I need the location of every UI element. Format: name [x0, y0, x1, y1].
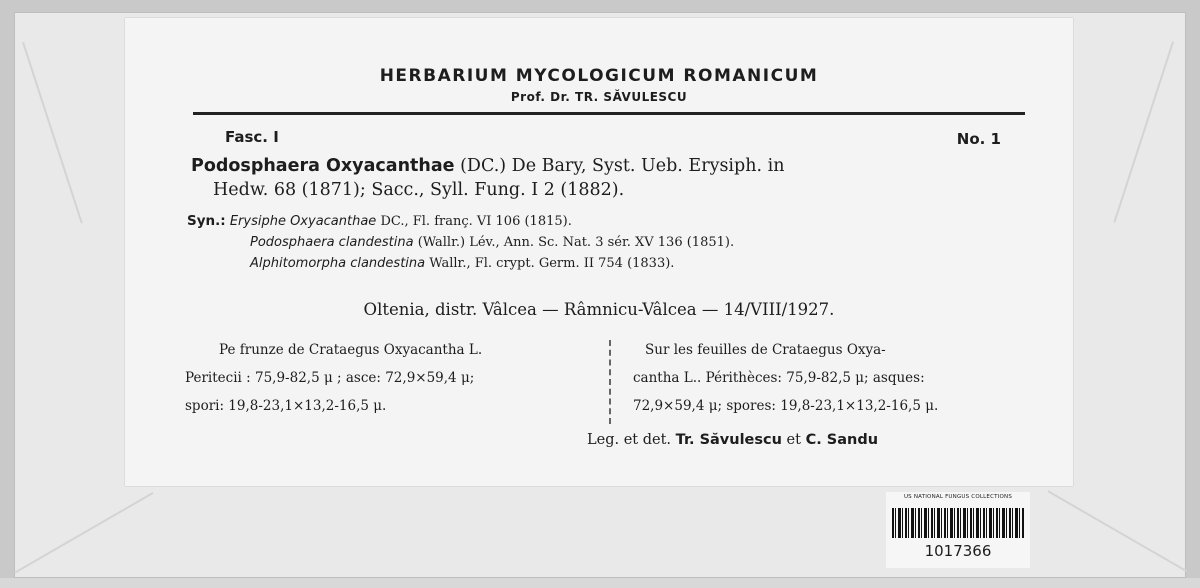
synonym-ref: (Wallr.) Lév., Ann. Sc. Nat. 3 sér. XV 136 (1851).	[413, 235, 735, 250]
synonym-name: Podosphaera clandestina	[250, 235, 414, 250]
description-romanian	[185, 336, 585, 420]
species-authority: (DC.) De Bary, Syst. Ueb. Erysiph. in	[454, 156, 785, 176]
synonym-row	[187, 253, 1037, 274]
description-line: cantha L.. Périthèces: 75,9-82,5 μ; asques:	[633, 370, 925, 386]
collection-locality: Oltenia, distr. Vâlcea — Râmnicu-Vâlcea — 14/VIII/1927.	[363, 300, 835, 319]
barcode-sticker	[886, 492, 1030, 568]
synonym-name: Erysiphe Oxyacanthae	[229, 214, 377, 229]
synonym-row	[187, 211, 1037, 232]
herbarium-label	[125, 18, 1073, 486]
species-citation	[191, 154, 1035, 202]
species-reference: Hedw. 68 (1871); Sacc., Syll. Fung. I 2 (1882).	[213, 180, 625, 200]
collector-line	[587, 432, 878, 448]
herbarium-title: HERBARIUM MYCOLOGICUM ROMANICUM	[379, 66, 819, 86]
description-line: Pe frunze de Crataegus Oxyacantha L.	[219, 342, 483, 358]
barcode-institution: US NATIONAL FUNGUS COLLECTIONS	[903, 494, 1013, 500]
description-line: spori: 19,8-23,1×13,2-16,5 μ.	[185, 398, 387, 414]
collector-prefix: Leg. et det.	[587, 432, 676, 448]
synonyms-block	[187, 211, 1037, 274]
envelope-flap-line	[1047, 490, 1187, 572]
column-divider	[609, 340, 611, 424]
specimen-number: No. 1	[956, 130, 1001, 148]
description-line: Peritecii : 75,9-82,5 μ ; asce: 72,9×59,4 μ;	[185, 370, 475, 386]
description-french	[633, 336, 1033, 420]
collector-conjunction: et	[781, 432, 806, 448]
fascicle-number: Fasc. I	[225, 128, 279, 146]
collector-name: Tr. Săvulescu	[675, 432, 782, 448]
herbarium-curator: Prof. Dr. TR. SĂVULESCU	[510, 90, 688, 104]
synonyms-label: Syn.:	[187, 213, 226, 229]
envelope-flap-line	[1113, 41, 1174, 222]
envelope-flap-line	[22, 42, 83, 223]
envelope-flap-line	[14, 492, 154, 574]
synonym-ref: DC., Fl. franç. VI 106 (1815).	[376, 214, 572, 229]
description-line: Sur les feuilles de Crataegus Oxya-	[645, 342, 886, 358]
header-rule	[193, 112, 1025, 115]
barcode-icon	[892, 508, 1024, 538]
synonym-name: Alphitomorpha clandestina	[250, 256, 426, 271]
species-name: Podosphaera Oxyacanthae	[191, 156, 455, 176]
synonym-ref: Wallr., Fl. crypt. Germ. II 754 (1833).	[425, 256, 675, 271]
background-strip	[0, 578, 1200, 588]
collector-name: C. Sandu	[805, 432, 879, 448]
barcode-number: 1017366	[924, 542, 992, 560]
description-line: 72,9×59,4 μ; spores: 19,8-23,1×13,2-16,5 μ.	[633, 398, 939, 414]
synonym-row	[187, 232, 1037, 253]
